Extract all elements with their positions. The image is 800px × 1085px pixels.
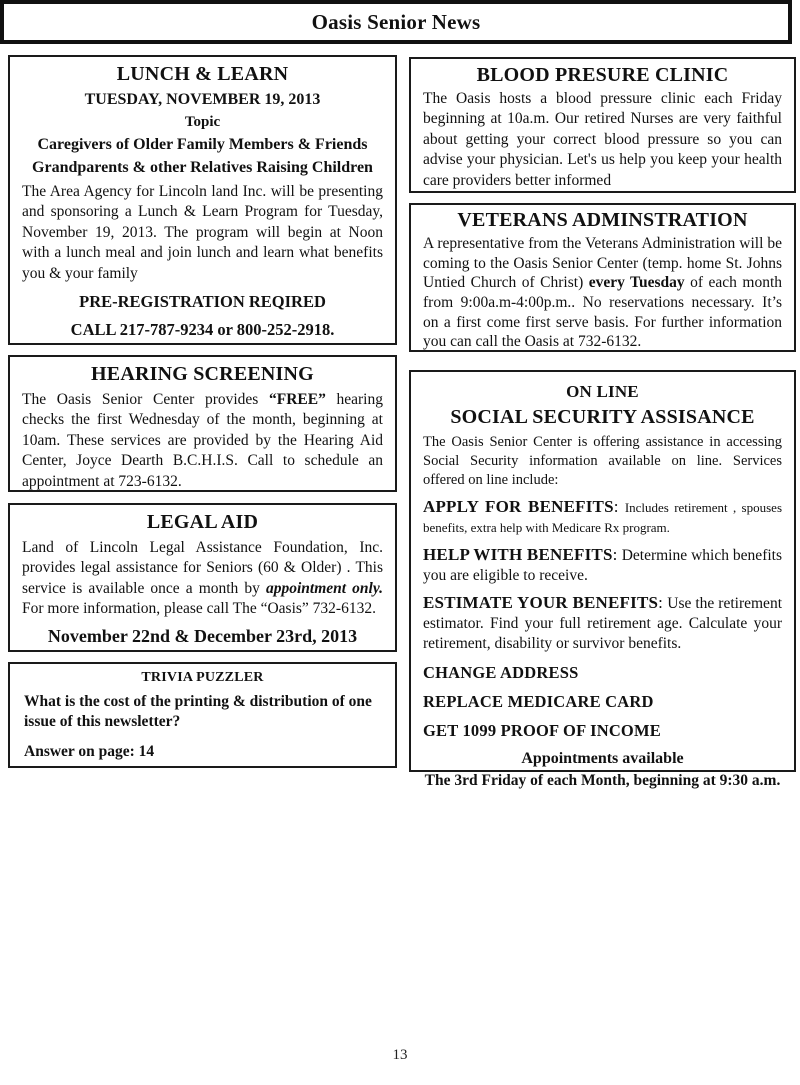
service-estimate-your-benefits: ESTIMATE YOUR BENEFITS: Use the retirement estimator. Find your full retirement age. Calculate your retirement, disability or survivor benefits. (423, 592, 782, 652)
service-estimate-desc: Use the retirement estimator. Find your full retirement age. Calculate your retirement, disability or survivor benefits. (423, 594, 782, 652)
service-help-desc: Determine which benefits you are eligible to receive. (423, 546, 782, 584)
blood-pressure-clinic-box (409, 57, 796, 193)
hearing-body-paragraph: The Oasis Senior Center provides “FREE” hearing checks the first Wednesday of the month, beginning at 10am. These services are provided by the Hearing Aid Center, Joyce Dearth B.C.H.I.S. Call to schedule an appointment at 723-6132. (22, 391, 383, 490)
service-help-label: HELP WITH BENEFITS (423, 544, 613, 564)
veterans-body-paragraph: A representative from the Veterans Administration will be coming to the Oasis Senior Center (temp. home St. Johns Untied Church of Christ) every Tuesday of each month from 9:00a.m-4:00p.m.. No reservations necessary. It’s on a first come first serve basis. For further information you can call the Oasis at 732-6132. (423, 235, 782, 351)
trivia-puzzler-box (8, 662, 397, 768)
online-item-get-1099: GET 1099 PROOF OF INCOME (423, 720, 661, 740)
trivia-puzzler-title: TRIVIA PUZZLER (141, 670, 264, 685)
trivia-question: What is the cost of the printing & distribution of one issue of this newsletter? (24, 693, 372, 731)
lunch-preregistration-line: PRE-REGISTRATION REQIRED (79, 292, 326, 312)
service-apply-desc: Includes retirement , spouses benefits, extra help with Medicare Rx program. (423, 499, 782, 535)
online-schedule-line: The 3rd Friday of each Month, beginning at 9:30 a.m. (424, 771, 781, 789)
lunch-call-line: CALL 217-787-9234 or 800-252-2918. (70, 320, 335, 340)
legal-dates-line: November 22nd & December 23rd, 2013 (47, 625, 358, 646)
lunch-topic-line-1: Caregivers of Older Family Members & Friends (37, 136, 368, 153)
lunch-date-line: TUESDAY, NOVEMBER 19, 2013 (84, 91, 321, 108)
service-apply-for-benefits: APPLY FOR BENEFITS: Includes retirement , spouses benefits, extra help with Medicare Rx program. (423, 496, 782, 535)
online-social-security-box (409, 370, 796, 789)
online-intro-paragraph: The Oasis Senior Center is offering assistance in accessing Social Security information available on line. Services offered on line include: (423, 434, 782, 488)
lunch-topic-label: Topic (184, 114, 221, 130)
veterans-title: VETERANS ADMINSTRATION (457, 209, 748, 231)
blood-pressure-body-paragraph: The Oasis hosts a blood pressure clinic each Friday beginning at 10a.m. Our retired Nurses are very faithful about getting your correct blood pressure so you can advise your physician. Let's us help you keep your health care providers better informed (423, 90, 782, 189)
service-estimate-label: ESTIMATE YOUR BENEFITS (423, 592, 659, 612)
online-item-replace-medicare-card: REPLACE MEDICARE CARD (423, 691, 654, 711)
online-appointments-line: Appointments available (521, 749, 684, 767)
online-title-line-2: SOCIAL SECURITY ASSISANCE (450, 406, 755, 428)
service-help-with-benefits: HELP WITH BENEFITS: Determine which benefits you are eligible to receive. (423, 544, 782, 584)
blood-pressure-title: BLOOD PRESURE CLINIC (476, 64, 729, 86)
hearing-screening-box (8, 355, 397, 492)
page-number: 13 (392, 1047, 408, 1063)
lunch-and-learn-box (8, 55, 397, 345)
lunch-topic-line-2: Grandparents & other Relatives Raising Children (32, 159, 373, 176)
trivia-answer-line: Answer on page: 14 (24, 742, 155, 760)
legal-body-paragraph: Land of Lincoln Legal Assistance Foundation, Inc. provides legal assistance for Seniors (60 & Older) . This service is available once a month by appointment only. For more information, please call The “Oasis” 732-6132. (22, 539, 383, 618)
hearing-screening-title: HEARING SCREENING (91, 363, 314, 385)
lunch-and-learn-title: LUNCH & LEARN (116, 63, 289, 85)
newsletter-title: Oasis Senior News (311, 9, 481, 34)
legal-aid-title: LEGAL AID (146, 511, 259, 533)
online-item-change-address: CHANGE ADDRESS (423, 662, 579, 682)
service-apply-label: APPLY FOR BENEFITS (423, 496, 614, 516)
legal-aid-box (8, 503, 397, 652)
newsletter-header (0, 0, 792, 44)
online-title-line-1: ON LINE (566, 382, 639, 401)
veterans-administration-box (409, 203, 796, 352)
lunch-body-paragraph: The Area Agency for Lincoln land Inc. will be presenting and sponsoring a Lunch & Learn Program for Tuesday, November 19, 2013. The program will begin at Noon with a lunch meal and join lunch and learn what benefits you & your family (22, 183, 383, 282)
